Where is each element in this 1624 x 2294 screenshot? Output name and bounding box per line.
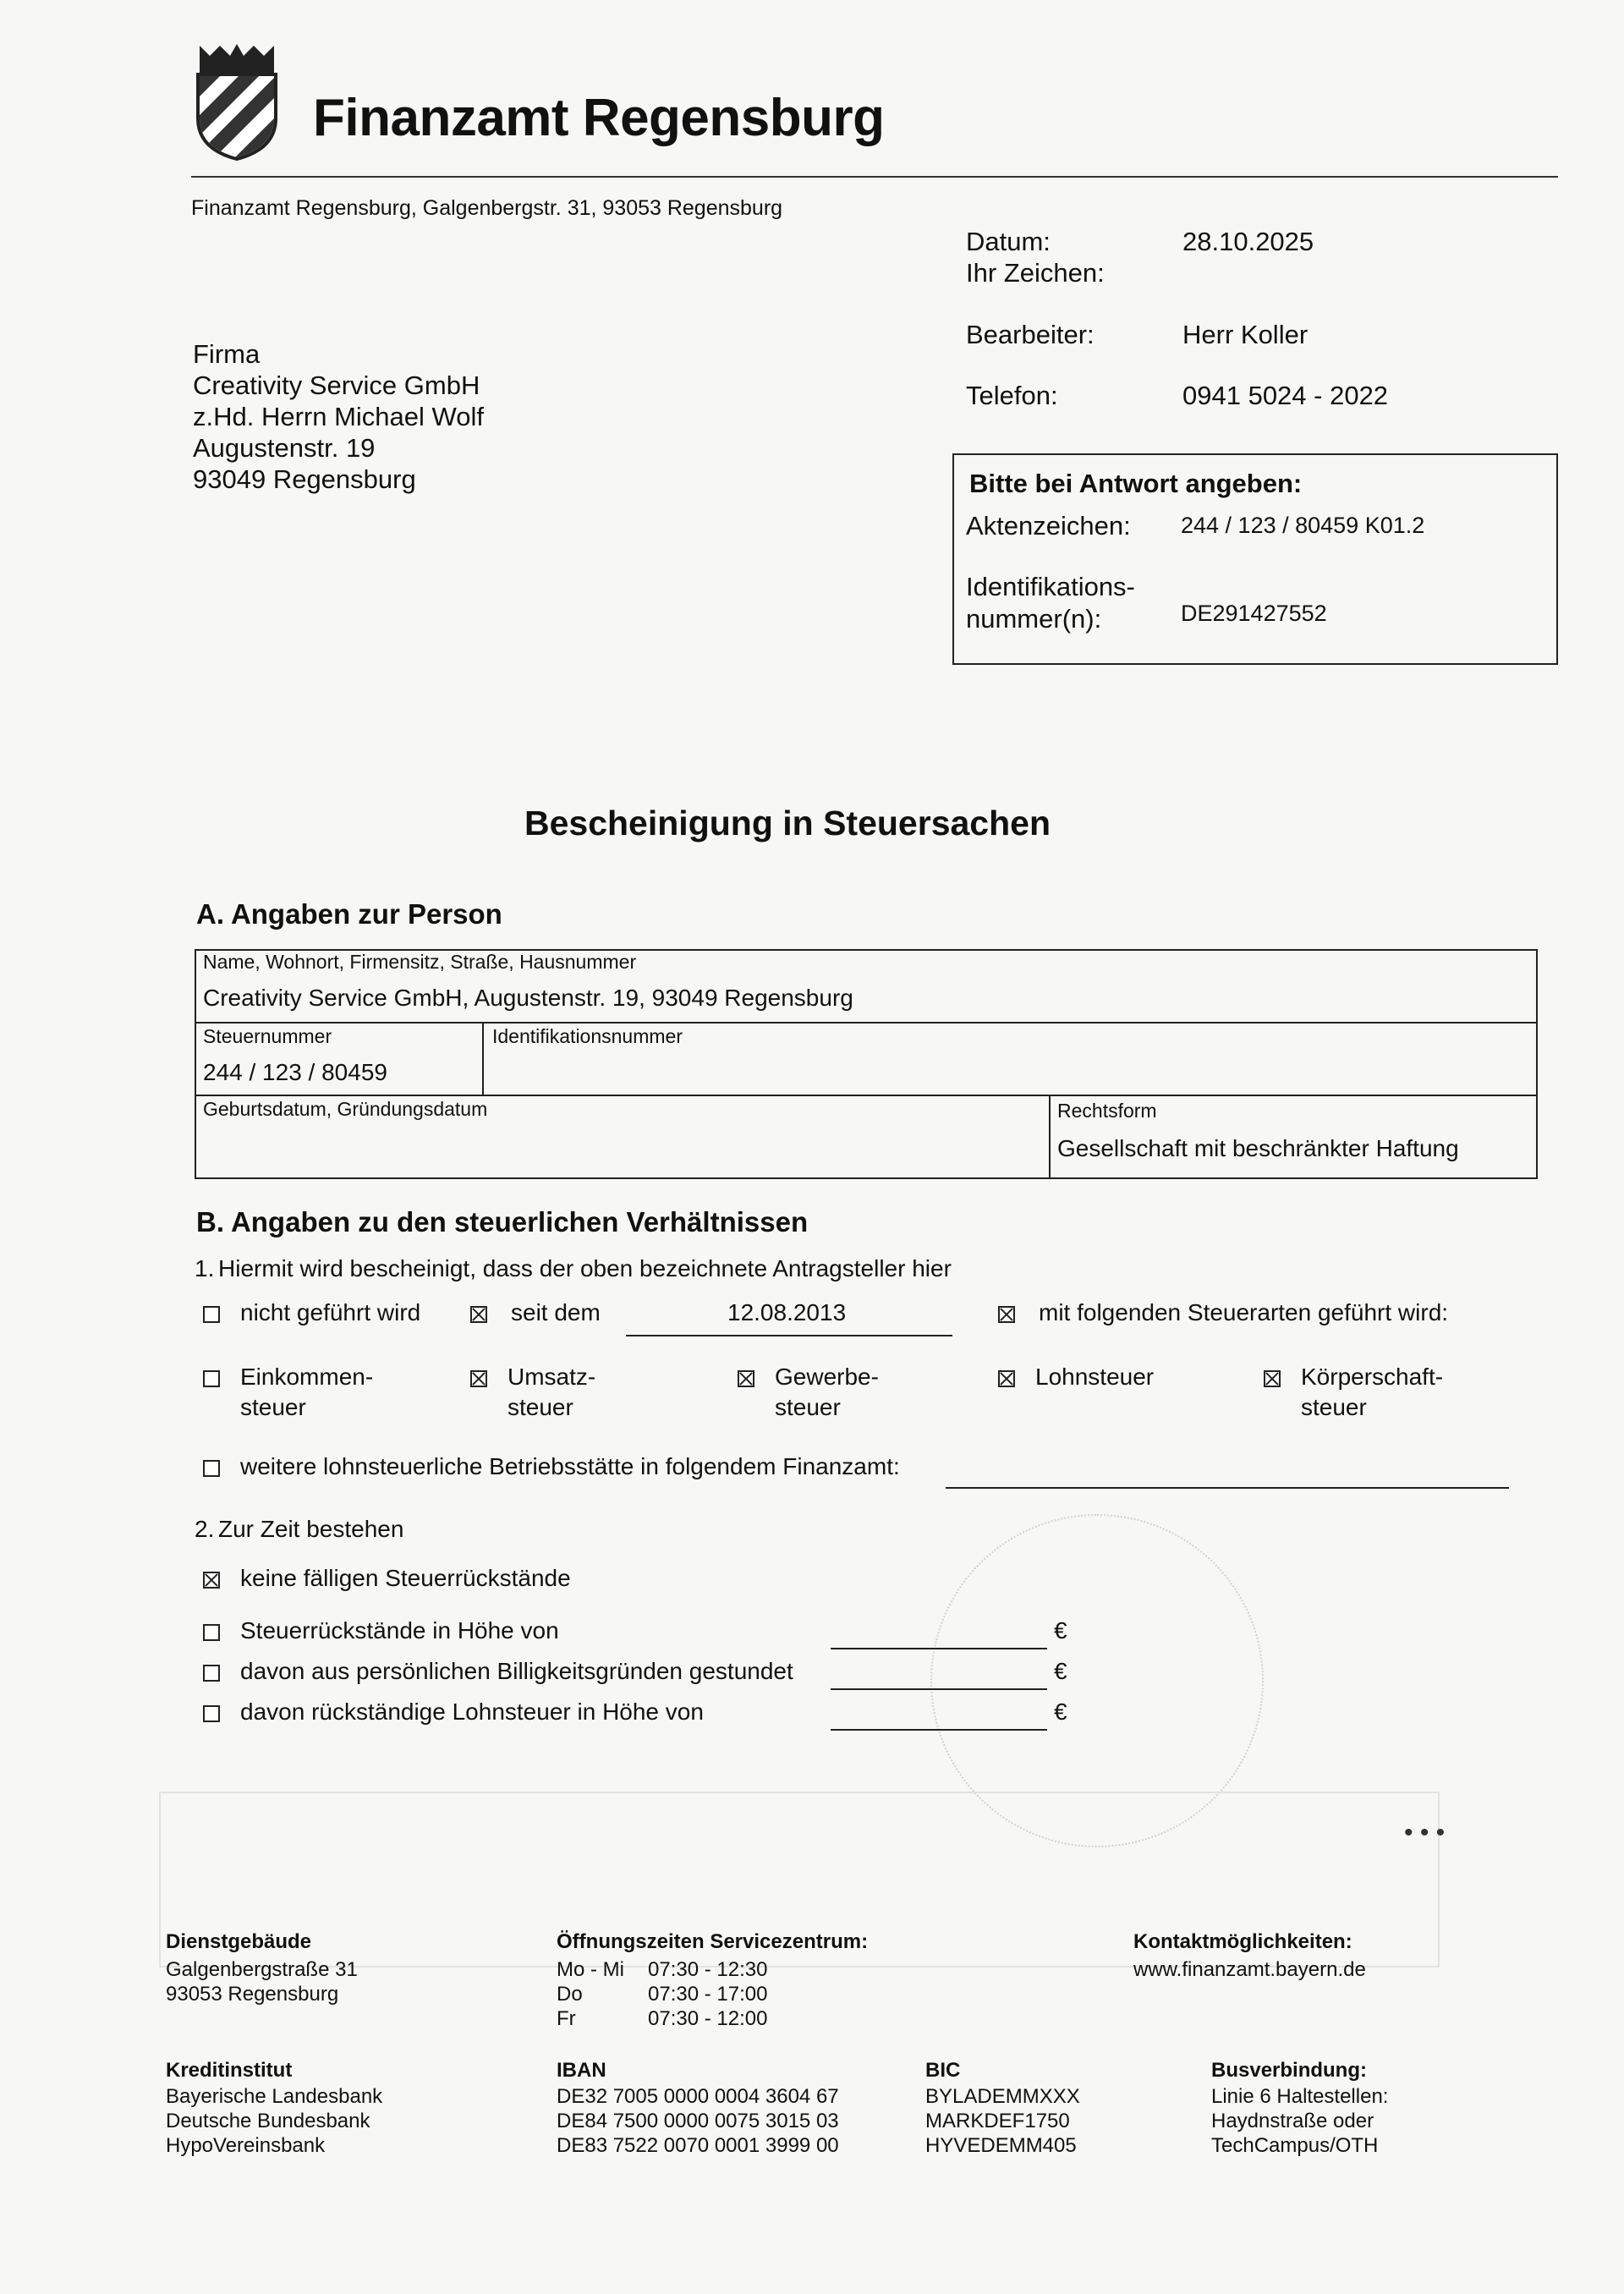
table-divider (1049, 1095, 1051, 1177)
vat-label-line1: Umsatz- (508, 1364, 596, 1390)
tax-types-checkbox[interactable] (998, 1306, 1015, 1323)
opening-hours-heading: Öffnungszeiten Servicezentrum: (557, 1930, 869, 1953)
arrears-amount-checkbox[interactable] (203, 1624, 220, 1641)
ellipsis-mark: • • • (1404, 1819, 1446, 1847)
id-number-value: DE291427552 (1181, 601, 1327, 626)
corporate-tax-label-line1: Körperschaft- (1301, 1364, 1444, 1390)
contact-heading: Kontaktmöglichkeiten: (1133, 1930, 1352, 1953)
section-a-title: A. Angaben zur Person (196, 898, 502, 930)
deferred-label: davon aus persönlichen Billigkeitsgründen gestundet (240, 1658, 793, 1684)
trade-tax-label-line1: Gewerbe- (775, 1364, 879, 1390)
currency-sign: € (1054, 1699, 1067, 1725)
bus-info: Linie 6 Haltestellen: Haydnstraße oder TechCampus/OTH (1211, 2085, 1389, 2157)
wage-tax-label-line1: Lohnsteuer (1035, 1364, 1155, 1390)
birth-founding-date-label: Geburtsdatum, Gründungsdatum (203, 1098, 488, 1120)
header-divider (191, 176, 1558, 178)
income-tax-label-line1: Einkommen- (240, 1364, 374, 1390)
office-building-heading: Dienstgebäude (166, 1930, 312, 1953)
arrears-amount-label: Steuerrückstände in Höhe von (240, 1617, 559, 1644)
opening-hours-times: 07:30 - 12:30 07:30 - 17:00 07:30 - 12:00 (648, 1958, 768, 2030)
bic-heading: BIC (925, 2059, 961, 2082)
clerk-value: Herr Koller (1182, 320, 1309, 349)
document-title: Bescheinigung in Steuersachen (524, 804, 1051, 842)
office-building-address: Galgenbergstraße 31 93053 Regensburg (166, 1958, 358, 2006)
bank-names: Bayerische Landesbank Deutsche Bundesbank HypoVereinsbank (166, 2085, 383, 2157)
your-reference-label: Ihr Zeichen: (966, 258, 1105, 288)
further-branch-line (946, 1487, 1509, 1489)
bavarian-coat-of-arms-icon (191, 41, 283, 161)
tax-number-value: 244 / 123 / 80459 (203, 1059, 387, 1085)
name-address-value: Creativity Service GmbH, Augustenstr. 19, 93049 Regensburg (203, 985, 853, 1011)
item-2-number: 2. (195, 1516, 215, 1542)
reference-box-title: Bitte bei Antwort angeben: (969, 469, 1303, 498)
clerk-label: Bearbeiter: (966, 320, 1095, 349)
not-registered-label: nicht geführt wird (240, 1299, 421, 1325)
identification-number-label: Identifikationsnummer (492, 1025, 683, 1047)
file-number-value: 244 / 123 / 80459 K01.2 (1181, 513, 1425, 538)
recipient-line: Creativity Service GmbH (193, 370, 480, 400)
since-date-checkbox[interactable] (470, 1306, 487, 1323)
vat-label-line2: steuer (508, 1394, 573, 1420)
since-date-line (626, 1335, 952, 1336)
not-registered-checkbox[interactable] (203, 1306, 220, 1323)
recipient-address (193, 338, 484, 495)
bic-values: BYLADEMMXXX MARKDEF1750 HYVEDEMM405 (925, 2085, 1080, 2157)
no-arrears-checkbox[interactable] (203, 1572, 220, 1589)
trade-tax-label-line2: steuer (775, 1394, 841, 1420)
corporate-tax-label-line2: steuer (1301, 1394, 1367, 1420)
tax-number-label: Steuernummer (203, 1025, 332, 1047)
item-1-text: Hiermit wird bescheinigt, dass der oben bezeichnete Antragsteller hier (218, 1255, 952, 1281)
wage-tax-arrears-line (831, 1729, 1047, 1731)
no-arrears-label: keine fälligen Steuerrückstände (240, 1565, 571, 1591)
bus-heading: Busverbindung: (1211, 2059, 1367, 2082)
tax-types-label: mit folgenden Steuerarten geführt wird: (1039, 1299, 1449, 1325)
deferred-line (831, 1688, 1047, 1690)
recipient-line: z.Hd. Herrn Michael Wolf (193, 402, 484, 431)
legal-form-value: Gesellschaft mit beschränkter Haftung (1057, 1135, 1459, 1161)
contact-website-link[interactable]: www.finanzamt.bayern.de (1133, 1958, 1366, 1981)
recipient-line: Augustenstr. 19 (193, 433, 376, 463)
table-divider (195, 1095, 1538, 1096)
vat-checkbox[interactable] (470, 1370, 487, 1387)
further-branch-checkbox[interactable] (203, 1460, 220, 1477)
corporate-tax-checkbox[interactable] (1264, 1370, 1281, 1387)
further-branch-label: weitere lohnsteuerliche Betriebsstätte in folgendem Finanzamt: (240, 1453, 900, 1479)
currency-sign: € (1054, 1658, 1067, 1684)
phone-label: Telefon: (966, 381, 1058, 410)
income-tax-label-line2: steuer (240, 1394, 306, 1420)
recipient-line: 93049 Regensburg (193, 464, 416, 494)
wage-tax-arrears-checkbox[interactable] (203, 1705, 220, 1722)
wage-tax-arrears-label: davon rückständige Lohnsteuer in Höhe von (240, 1699, 704, 1725)
table-divider (195, 1022, 1538, 1024)
opening-hours-days: Mo - Mi Do Fr (557, 1958, 624, 2030)
item-2-text: Zur Zeit bestehen (218, 1516, 404, 1542)
trade-tax-checkbox[interactable] (738, 1370, 754, 1387)
phone-value: 0941 5024 - 2022 (1182, 381, 1389, 410)
since-date-label: seit dem (511, 1299, 601, 1325)
id-number-label-line2: nummer(n): (966, 604, 1102, 634)
authority-name: Finanzamt Regensburg (313, 89, 885, 147)
item-1-number: 1. (195, 1255, 215, 1281)
iban-values: DE32 7005 0000 0004 3604 67 DE84 7500 0000 0075 3015 03 DE83 7522 0070 0001 3999 00 (557, 2085, 839, 2157)
arrears-amount-line (831, 1648, 1047, 1649)
table-divider (482, 1022, 484, 1096)
id-number-label-line1: Identifikations- (966, 572, 1135, 601)
recipient-line: Firma (193, 339, 261, 369)
bank-heading: Kreditinstitut (166, 2059, 293, 2082)
date-value: 28.10.2025 (1182, 227, 1314, 256)
date-label: Datum: (966, 227, 1051, 256)
name-address-label: Name, Wohnort, Firmensitz, Straße, Hausnummer (203, 951, 637, 973)
since-date-value: 12.08.2013 (727, 1299, 847, 1325)
wage-tax-checkbox[interactable] (998, 1370, 1015, 1387)
section-b-title: B. Angaben zu den steuerlichen Verhältnissen (196, 1206, 809, 1238)
deferred-checkbox[interactable] (203, 1665, 220, 1682)
currency-sign: € (1054, 1617, 1067, 1644)
legal-form-label: Rechtsform (1057, 1100, 1157, 1122)
return-address: Finanzamt Regensburg, Galgenbergstr. 31, 93053 Regensburg (191, 196, 783, 220)
iban-heading: IBAN (557, 2059, 606, 2082)
income-tax-checkbox[interactable] (203, 1370, 220, 1387)
file-number-label: Aktenzeichen: (966, 511, 1131, 541)
